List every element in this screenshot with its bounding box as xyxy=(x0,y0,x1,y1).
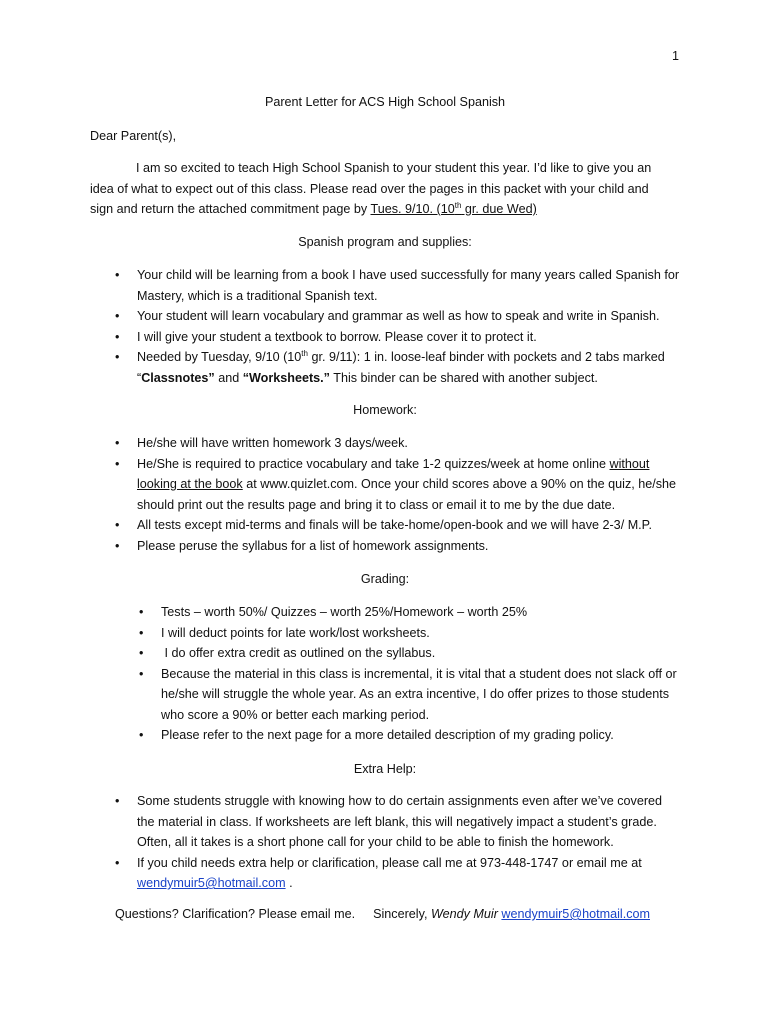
closing-email-link[interactable]: wendymuir5@hotmail.com xyxy=(501,907,650,921)
list-item-quizlet xyxy=(115,454,680,516)
list-item-contact xyxy=(115,853,680,894)
intro-deadline-a: Tues. 9/10. (10 xyxy=(370,202,455,216)
needed-worksheets: “Worksheets.” xyxy=(242,370,330,385)
list-item: • Your child will be learning from a book I have used successfully for many years called Spanish for Mastery, which is a traditional Spanish text. xyxy=(115,265,680,306)
needed-classnotes: Classnotes” xyxy=(141,370,215,385)
list-item: • Some students struggle with knowing how to do certain assignments even after we’ve covered the material in class. If worksheets are left blank, this will negatively impact a student’s grade. Often, all it takes is a short phone call for your child to be able to finish the homework. xyxy=(115,791,680,853)
page-number: 1 xyxy=(671,49,679,63)
quizlet-b: at www.quizlet.com. Once your child scores above a 90% on the quiz, he/she should print out the results page and bring it to class or email it to me by the due date. xyxy=(137,477,677,512)
quizlet-underlined: without looking at the book xyxy=(137,456,650,491)
list-item: • I do offer extra credit as outlined on the syllabus. xyxy=(139,643,679,664)
closing-sincerely: Sincerely, xyxy=(373,907,431,921)
contact-after: . xyxy=(285,876,293,890)
list-item: • Tests – worth 50%/ Quizzes – worth 25%/Homework – worth 25% xyxy=(139,602,679,623)
grading-heading: Grading: xyxy=(360,572,410,586)
list-item: • Please peruse the syllabus for a list of homework assignments. xyxy=(115,536,680,557)
list-item: • Please refer to the next page for a more detailed description of my grading policy. xyxy=(139,725,679,746)
quizlet-a: He/She is required to practice vocabulary and take 1-2 quizzes/week at home online xyxy=(137,456,610,471)
signature-name: Wendy Muir xyxy=(430,907,498,921)
homework-list xyxy=(115,433,680,556)
list-item: • Your student will learn vocabulary and grammar as well as how to speak and write in Spanish. xyxy=(115,306,680,327)
letter-title: Parent Letter for ACS High School Spanish xyxy=(264,95,506,109)
program-list xyxy=(115,265,680,388)
extra-help-list xyxy=(115,791,680,894)
intro-deadline xyxy=(371,202,537,216)
intro-deadline-b: gr. due Wed) xyxy=(461,202,537,216)
list-item: • He/she will have written homework 3 days/week. xyxy=(115,433,680,454)
needed-sup: th xyxy=(301,348,308,358)
homework-heading: Homework: xyxy=(353,403,417,417)
needed-d: This binder can be shared with another subject. xyxy=(329,370,598,385)
needed-c: and xyxy=(214,370,243,385)
closing-line xyxy=(115,904,650,925)
list-item: • Because the material in this class is incremental, it is vital that a student does not slack off or he/she will struggle the whole year. As an extra incentive, I do offer prizes to those students who score a 90% or better each marking period. xyxy=(139,664,679,726)
list-item: • I will deduct points for late work/lost worksheets. xyxy=(139,623,679,644)
extra-help-heading: Extra Help: xyxy=(353,762,417,776)
contact-text: If you child needs extra help or clarification, please call me at 973-448-1747 or email me at xyxy=(137,855,642,870)
closing-questions: Questions? Clarification? Please email me. xyxy=(115,907,356,921)
list-item-needed xyxy=(115,347,680,388)
needed-b: gr. 9/11): 1 in. loose-leaf binder with pockets and 2 tabs marked “ xyxy=(137,350,665,385)
list-item: • All tests except mid-terms and finals will be take-home/open-book and we will have 2-3/ M.P. xyxy=(115,515,680,536)
salutation: Dear Parent(s), xyxy=(90,129,177,143)
intro-text: I am so excited to teach High School Spanish to your student this year. I’d like to give you an idea of what to expect out of this class. Please read over the pages in this packet with your child and sign and return the attached commitment page by xyxy=(90,161,652,216)
needed-a: Needed by Tuesday, 9/10 (10 xyxy=(137,350,302,364)
intro-paragraph xyxy=(90,158,675,220)
grading-list xyxy=(139,602,679,746)
list-item: • I will give your student a textbook to borrow. Please cover it to protect it. xyxy=(115,327,680,348)
intro-deadline-sup: th xyxy=(454,200,462,210)
email-link[interactable]: wendymuir5@hotmail.com xyxy=(137,876,286,890)
program-heading: Spanish program and supplies: xyxy=(298,235,472,249)
